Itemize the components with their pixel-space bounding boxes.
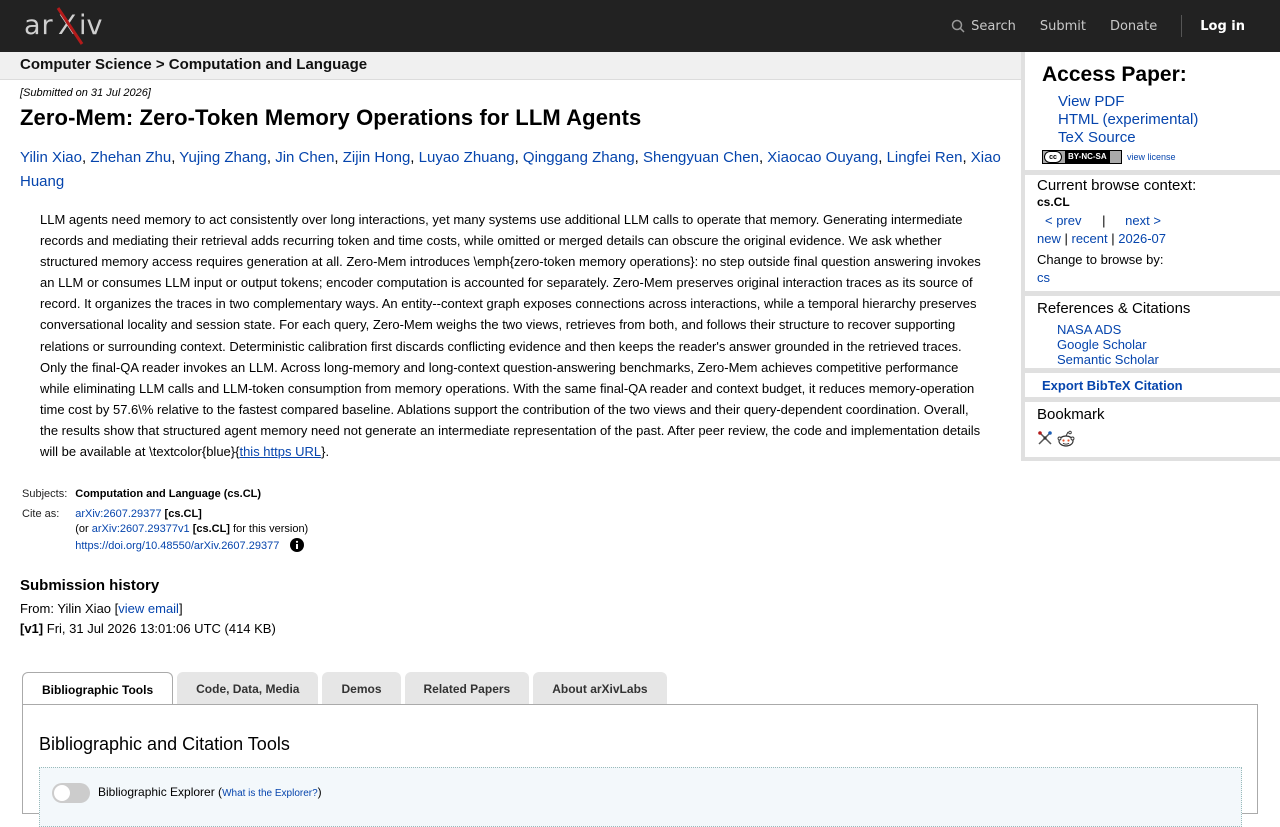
explorer-label-end: ) (317, 785, 322, 799)
semantic-scholar-link[interactable]: Semantic Scholar (1057, 352, 1159, 367)
cite-version-suffix: for this version) (233, 523, 309, 535)
browse-context-title: Current browse context: (1037, 177, 1197, 194)
submitted-date: [Submitted on 31 Jul 2026] (20, 87, 151, 99)
view-pdf-link[interactable]: View PDF (1058, 93, 1125, 110)
tab-related-papers[interactable]: Related Papers (405, 672, 530, 705)
author-link[interactable]: Xiaocao Ouyang (767, 149, 879, 166)
abstract-end: }. (321, 444, 330, 460)
recent-date-divider: | (1111, 231, 1115, 246)
browse-cs-link[interactable]: cs (1037, 270, 1050, 285)
paper-title: Zero-Mem: Zero-Token Memory Operations for LLM Agents (20, 105, 642, 130)
author-link[interactable]: Lingfei Ren (886, 149, 963, 166)
tab-code-data-media[interactable]: Code, Data, Media (177, 672, 318, 705)
svg-text:ar: ar (24, 10, 54, 41)
explorer-box (39, 767, 1242, 827)
author-separator: , (334, 149, 343, 166)
prev-next-nav (1037, 213, 1161, 228)
explorer-toggle[interactable] (52, 783, 90, 803)
bibsonomy-icon[interactable] (1037, 430, 1053, 453)
subjects-value: Computation and Language (cs.CL) (75, 488, 262, 500)
tab-bibliographic-tools[interactable]: Bibliographic Tools (22, 672, 173, 706)
prev-link[interactable]: < prev (1045, 213, 1082, 228)
browse-context-current: cs.CL (1037, 195, 1070, 209)
access-paper-block (1025, 52, 1280, 170)
cite-id-link[interactable]: arXiv:2607.29377 (75, 507, 162, 520)
submission-history-title: Submission history (20, 577, 160, 594)
author-link[interactable]: Luyao Zhuang (418, 149, 515, 166)
references-block (1025, 296, 1280, 368)
cc-icon: cc (1044, 151, 1062, 163)
view-email-link[interactable]: view email (118, 601, 179, 616)
author-separator: , (634, 149, 644, 166)
reddit-icon[interactable] (1057, 430, 1075, 453)
breadcrumb: Computer Science > Computation and Language (20, 56, 368, 73)
new-link[interactable]: new (1037, 231, 1061, 246)
labs-tabs (22, 672, 671, 705)
cite-version-tag: [cs.CL] (192, 523, 230, 535)
export-block (1025, 373, 1280, 397)
nasa-ads-link[interactable]: NASA ADS (1057, 322, 1122, 337)
author-link[interactable]: Qinggang Zhang (522, 149, 635, 166)
donate-link[interactable]: Donate (1109, 18, 1158, 34)
prev-next-divider: | (1102, 213, 1106, 228)
tab-panel-title: Bibliographic and Citation Tools (39, 734, 290, 754)
html-experimental-link[interactable]: HTML (experimental) (1058, 111, 1199, 128)
change-browse-label: Change to browse by: (1037, 252, 1164, 267)
recent-link[interactable]: recent (1071, 231, 1108, 246)
search-button[interactable] (951, 19, 1016, 34)
next-link[interactable]: next > (1125, 213, 1161, 228)
abstract-text: LLM agents need memory to act consistently over long interactions, yet many systems use additional LLM calls to operate that memory. Generating intermediate records and mediating their retrieval adds recurring token and time costs, while omitted or merged details can obscure the original evidence. We ask whether structured memory access requires generation at all. Zero-Mem introduces \emph{zero-token memory operations}: no step outside final question answering invokes an LLM or consumes LLM input or output tokens; encoder computation is accounted for separately. Zero-Mem preserves original interaction traces as its source of record. It organizes the traces in two complementary ways. An entity--context graph exposes connections across interactions, while a temporal hierarchy preserves conversational locality and session state. For each query, Zero-Mem weighs the two views, retrieves from both, and follows their structure to recover supporting relations or surrounding context. Deterministic calibration first discards conflicting evidence and then keeps the reader's answer grounded in the retrieved traces. Only the final-QA reader invokes an LLM. Across long-memory and long-context question-answering benchmarks, Zero-Mem achieves competitive performance while eliminating LLM calls and LLM-token consumption from memory operations. With the same final-QA reader and context budget, it reduces memory-operation time cost by 57.6\% relative to the fastest compared baseline. Ablations support the contribution of the two views and their query-dependent coordination. Overall, the results show that structured agent memory need not generate an intermediate representation of the past. After peer review, the code and implementation details will be available at \textcolor{blue}{ (40, 212, 981, 460)
sidebar (1021, 52, 1280, 461)
author-separator: , (758, 149, 768, 166)
what-is-explorer-link[interactable]: What is the Explorer? (222, 788, 318, 799)
browse-list-nav (1037, 231, 1166, 246)
author-separator: , (514, 149, 523, 166)
svg-text:X: X (58, 10, 77, 41)
access-paper-title: Access Paper: (1042, 63, 1187, 86)
from-prefix: From: Yilin Xiao [ (20, 601, 119, 616)
cc-license-text: BY-NC-SA (1065, 151, 1110, 163)
search-label: Search (971, 18, 1016, 34)
info-icon[interactable] (290, 538, 304, 552)
bookmark-title: Bookmark (1037, 406, 1105, 423)
author-link[interactable]: Xiao Huang (20, 149, 1001, 190)
cite-tag: [cs.CL] (164, 507, 202, 520)
author-separator: , (266, 149, 276, 166)
author-link[interactable]: Yilin Xiao (20, 149, 82, 166)
subjects-label: Subjects: (22, 488, 68, 500)
v1-text: Fri, 31 Jul 2026 13:01:06 UTC (414 KB) (46, 621, 276, 636)
abstract-url-link[interactable]: this https URL (239, 444, 322, 460)
author-list (20, 146, 1010, 194)
author-link[interactable]: Zhehan Zhu (90, 149, 172, 166)
arxiv-logo[interactable] (22, 6, 114, 46)
author-separator: , (962, 149, 971, 166)
author-separator: , (81, 149, 91, 166)
svg-text:iv: iv (79, 10, 103, 41)
author-separator: , (171, 149, 180, 166)
submit-link[interactable]: Submit (1039, 18, 1086, 34)
browse-context-block (1025, 175, 1280, 291)
metadata-table (20, 485, 310, 556)
tex-source-link[interactable]: TeX Source (1058, 129, 1136, 146)
login-link[interactable]: Log in (1200, 18, 1245, 34)
tab-panel (22, 704, 1258, 814)
breadcrumb-bar (0, 52, 1021, 80)
cc-license-badge[interactable] (1042, 150, 1122, 164)
new-recent-divider: | (1064, 231, 1068, 246)
abstract (40, 209, 985, 462)
export-bibtex-link[interactable]: Export BibTeX Citation (1042, 378, 1183, 393)
toggle-knob (54, 785, 70, 801)
cite-version-link[interactable]: arXiv:2607.29377v1 (91, 523, 190, 535)
author-link[interactable]: Shengyuan Chen (643, 149, 759, 166)
search-icon (951, 19, 965, 33)
tab-about-arxivlabs[interactable]: About arXivLabs (533, 672, 666, 705)
google-scholar-link[interactable]: Google Scholar (1057, 337, 1147, 352)
author-separator: , (878, 149, 887, 166)
explorer-label-text: Bibliographic Explorer ( (98, 785, 223, 799)
author-link[interactable]: Zijin Hong (342, 149, 411, 166)
references-title: References & Citations (1037, 300, 1191, 317)
version-v1 (20, 621, 276, 636)
cite-or: (or (75, 523, 89, 535)
author-separator: , (410, 149, 419, 166)
nav-divider (1181, 15, 1182, 37)
view-license-link[interactable]: view license (1127, 152, 1176, 162)
author-link[interactable]: Yujing Zhang (179, 149, 267, 166)
tab-demos[interactable]: Demos (322, 672, 400, 705)
month-link[interactable]: 2026-07 (1118, 231, 1166, 246)
explorer-label (98, 785, 322, 799)
from-suffix: ] (178, 601, 183, 616)
cite-label: Cite as: (22, 507, 60, 520)
doi-link[interactable]: https://doi.org/10.48550/arXiv.2607.29377 (75, 539, 280, 552)
bookmark-block (1025, 402, 1280, 457)
author-link[interactable]: Jin Chen (275, 149, 335, 166)
top-bar (0, 0, 1280, 52)
submission-from (20, 601, 183, 616)
v1-label: [v1] (20, 621, 44, 636)
